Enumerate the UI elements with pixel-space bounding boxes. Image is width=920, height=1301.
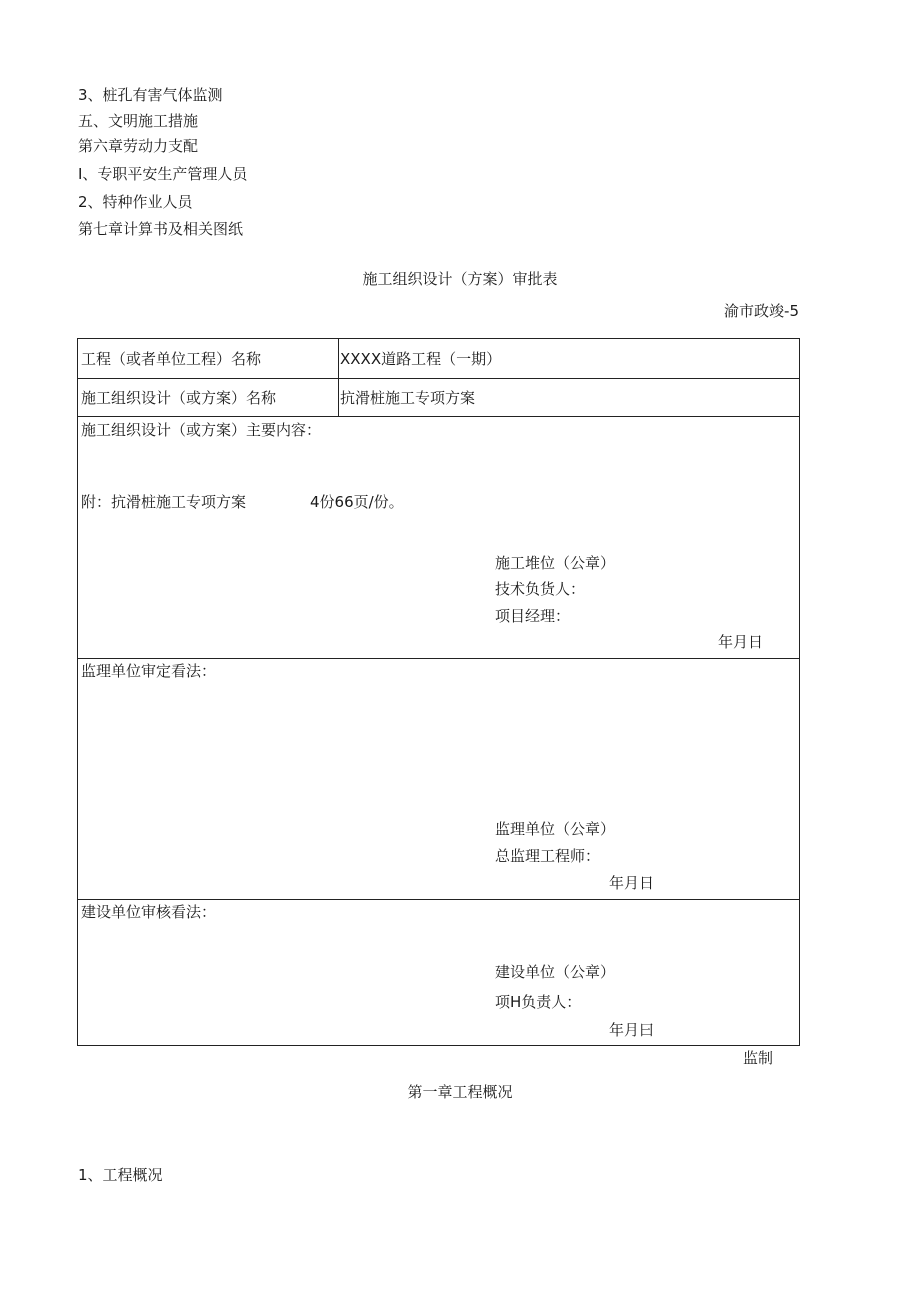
project-name-label: 工程（或者单位工程）名称 (81, 350, 262, 368)
toc-item: 第七章计算书及相关图纸 (78, 220, 244, 238)
scheme-name-value: 抗滑桩施工专项方案 (340, 389, 476, 407)
toc-item: 第六章劳动力支配 (78, 137, 199, 155)
construction-heading: 建设单位审核看法： (81, 903, 217, 921)
form-title: 施工组织设计（方案）审批表 (362, 270, 558, 288)
project-name-value-cell (339, 339, 800, 379)
toc-item: 2、特种作业人员 (78, 193, 193, 211)
scheme-name-label-cell (78, 379, 339, 417)
contractor-unit-seal: 施工堆位（公章） (495, 554, 616, 572)
chief-engineer-signature: 总监理工程师： (495, 847, 601, 865)
project-manager-signature: 项目经理： (495, 607, 571, 625)
supervision-unit-seal: 监理单位（公章） (495, 820, 616, 838)
attachment-text: 附：抗滑桩施工专项方案 (81, 493, 247, 511)
construction-opinion-cell (78, 900, 800, 1046)
supervision-date: 年月日 (609, 874, 655, 892)
toc-item: I、专职平安生产管理人员 (78, 165, 248, 183)
technical-lead-signature: 技术负货人： (495, 580, 586, 598)
project-lead-signature: 项H负责人： (495, 993, 582, 1011)
main-content-cell (78, 417, 800, 659)
supervision-heading: 监理单位审定看法： (81, 662, 217, 680)
toc-item: 五、文明施工措施 (78, 112, 199, 130)
construction-unit-seal: 建设单位（公章） (495, 963, 616, 981)
section-heading: 1、工程概况 (78, 1166, 163, 1184)
form-footer: 监制 (742, 1049, 773, 1067)
supervision-opinion-cell (78, 659, 800, 900)
scheme-name-label: 施工组织设计（或方案）名称 (81, 389, 277, 407)
attachment-copies: 4份66页/份。 (310, 493, 404, 511)
form-code: 渝市政竣-5 (724, 302, 799, 320)
approval-form (77, 338, 800, 1046)
chapter-title: 第一章工程概况 (407, 1083, 513, 1101)
contractor-date: 年月日 (717, 633, 763, 651)
toc-item: 3、桩孔有害气体监测 (78, 86, 223, 104)
project-name-label-cell (78, 339, 339, 379)
main-content-heading: 施工组织设计（或方案）主要内容： (81, 421, 322, 439)
project-name-value: XXXX道路工程（一期） (340, 350, 502, 368)
scheme-name-value-cell (339, 379, 800, 417)
construction-date: 年月曰 (609, 1021, 655, 1039)
